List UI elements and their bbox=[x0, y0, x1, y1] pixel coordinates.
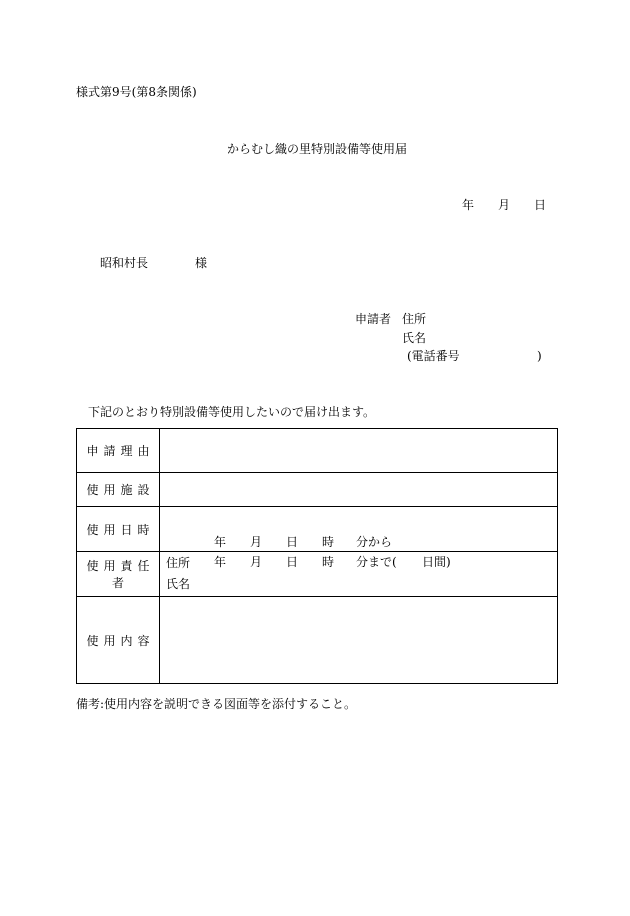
honorific: 様 bbox=[195, 256, 208, 270]
content-label-cell bbox=[77, 597, 160, 684]
start-day-label: 日 bbox=[286, 535, 299, 549]
start-month-label: 月 bbox=[250, 535, 263, 549]
datetime-start-line bbox=[160, 535, 557, 549]
row-facility bbox=[77, 473, 558, 507]
document-title: からむし織の里特別設備等使用届 bbox=[227, 142, 408, 156]
date-day-label: 日 bbox=[534, 198, 547, 212]
end-day-label: 日 bbox=[286, 555, 299, 569]
responsible-label-cell bbox=[77, 552, 160, 597]
applicant-phone-label: (電話番号 bbox=[407, 349, 460, 363]
facility-label-cell bbox=[77, 473, 160, 507]
content-field[interactable] bbox=[160, 597, 558, 684]
row-reason bbox=[77, 429, 558, 473]
start-year-label: 年 bbox=[214, 535, 227, 549]
applicant-label: 申請者 bbox=[355, 312, 392, 326]
applicant-phone-close: ) bbox=[537, 349, 542, 363]
datetime-label-cell bbox=[77, 507, 160, 552]
responsible-name-label: 氏名 bbox=[166, 577, 191, 591]
reason-label: 申請理由 bbox=[86, 444, 155, 458]
row-content bbox=[77, 597, 558, 684]
end-minute-label: 分まで( bbox=[356, 555, 397, 569]
end-hour-label: 時 bbox=[322, 555, 335, 569]
reason-field[interactable] bbox=[160, 429, 558, 473]
facility-field[interactable] bbox=[160, 473, 558, 507]
datetime-end-line bbox=[160, 555, 557, 569]
reason-label-cell bbox=[77, 429, 160, 473]
date-year-label: 年 bbox=[462, 198, 475, 212]
application-table bbox=[76, 428, 558, 684]
content-label: 使用内容 bbox=[86, 633, 155, 648]
end-year-label: 年 bbox=[214, 555, 227, 569]
row-datetime bbox=[77, 507, 558, 552]
applicant-address-label: 住所 bbox=[402, 312, 427, 326]
datetime-label: 使用日時 bbox=[86, 522, 155, 537]
duration-days-label: 日間) bbox=[422, 555, 451, 569]
date-month-label: 月 bbox=[498, 198, 511, 212]
responsible-address-label: 住所 bbox=[166, 556, 191, 570]
start-minute-label: 分から bbox=[356, 535, 393, 549]
intro-text: 下記のとおり特別設備等使用したいので届け出ます。 bbox=[88, 405, 376, 419]
start-hour-label: 時 bbox=[322, 535, 335, 549]
remarks-note: 備考:使用内容を説明できる図面等を添付すること。 bbox=[76, 697, 357, 711]
form-number: 様式第9号(第8条関係) bbox=[76, 85, 197, 99]
applicant-name-label: 氏名 bbox=[402, 331, 427, 345]
facility-label: 使用施設 bbox=[86, 483, 155, 497]
responsible-label: 使用責任者 bbox=[86, 559, 155, 590]
end-month-label: 月 bbox=[250, 555, 263, 569]
addressee: 昭和村長 bbox=[100, 256, 149, 270]
